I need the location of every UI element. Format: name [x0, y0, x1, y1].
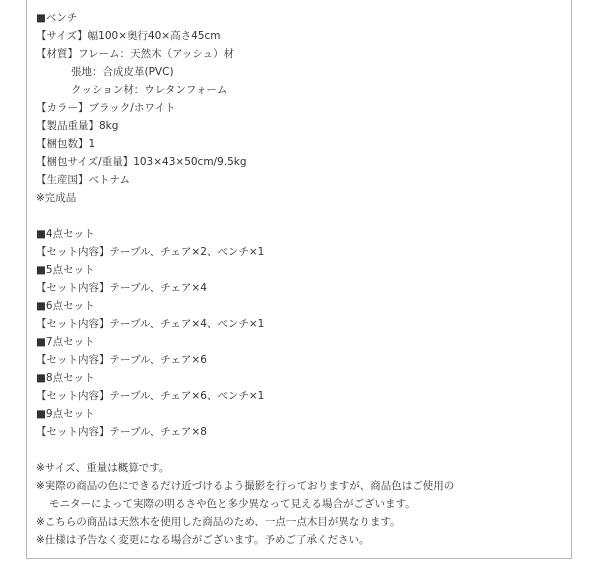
- set-heading: ■7点セット: [36, 336, 95, 348]
- product-spec-panel: [26, 0, 572, 559]
- bench-material: 【材質】フレーム：天然木（アッシュ）材: [36, 48, 235, 60]
- bench-assembled-note: ※完成品: [36, 192, 77, 204]
- set-contents: 【セット内容】テーブル、チェア×4、ベンチ×1: [36, 318, 265, 330]
- set-contents: 【セット内容】テーブル、チェア×2、ベンチ×1: [36, 246, 265, 258]
- set-heading: ■8点セット: [36, 372, 95, 384]
- bench-heading: ■ベンチ: [36, 12, 78, 24]
- note-color-line1: ※実際の商品の色にできるだけ近づけるよう撮影を行っておりますが、商品色はご使用の: [36, 480, 455, 492]
- set-contents: 【セット内容】テーブル、チェア×6: [36, 354, 207, 366]
- set-heading: ■4点セット: [36, 228, 95, 240]
- set-heading: ■9点セット: [36, 408, 95, 420]
- note-natural-wood: ※こちらの商品は天然木を使用した商品のため、一点一点木目が異なります。: [36, 516, 401, 528]
- bench-color: 【カラー】ブラック/ホワイト: [36, 102, 176, 114]
- bench-package-count: 【梱包数】1: [36, 138, 96, 150]
- note-size-weight: ※サイズ、重量は概算です。: [36, 462, 170, 474]
- set-heading: ■5点セット: [36, 264, 95, 276]
- bench-cushion: クッション材：ウレタンフォーム: [71, 84, 228, 96]
- bench-size: 【サイズ】幅100×奥行40×高さ45cm: [36, 30, 221, 42]
- bench-origin: 【生産国】ベトナム: [36, 174, 130, 186]
- bench-upholstery: 張地：合成皮革(PVC): [71, 66, 174, 78]
- set-contents: 【セット内容】テーブル、チェア×6、ベンチ×1: [36, 390, 265, 402]
- set-contents: 【セット内容】テーブル、チェア×8: [36, 426, 207, 438]
- set-heading: ■6点セット: [36, 300, 95, 312]
- note-color-line2: モニターによって実際の明るさや色と多少異なって見える場合がございます。: [49, 498, 416, 510]
- bench-weight: 【製品重量】8kg: [36, 120, 119, 132]
- note-spec-change: ※仕様は予告なく変更になる場合がございます。予めご了承ください。: [36, 534, 370, 546]
- bench-package-size: 【梱包サイズ/重量】103×43×50cm/9.5kg: [36, 156, 247, 168]
- set-contents: 【セット内容】テーブル、チェア×4: [36, 282, 207, 294]
